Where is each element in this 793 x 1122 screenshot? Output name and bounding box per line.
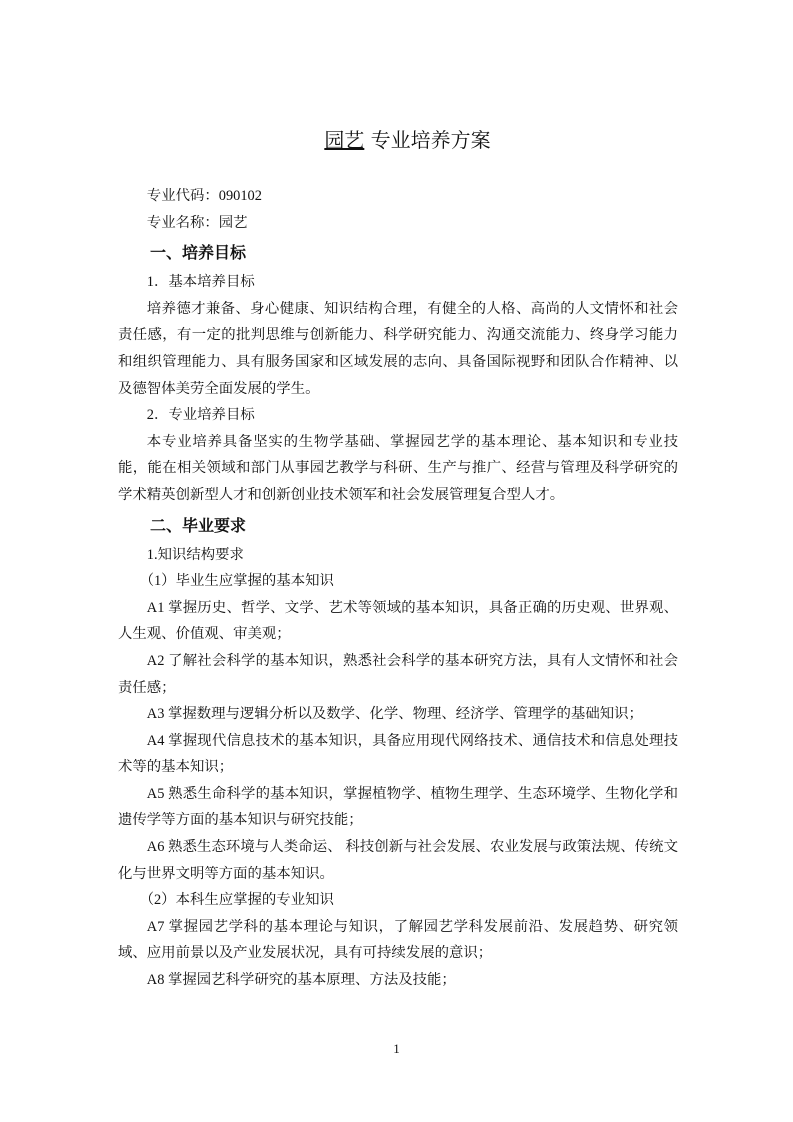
list-item: A5 熟悉生命科学的基本知识，掌握植物学、植物生理学、生态环境学、生物化学和遗传学等方面的基本知识与研究技能； — [118, 785, 678, 829]
list-item: A3 掌握数理与逻辑分析以及数学、化学、物理、经济学、管理学的基础知识； — [146, 706, 643, 723]
title-rest: 专业培养方案 — [370, 128, 491, 152]
list-item: A6 熟悉生态环境与人类命运、 科技创新与社会发展、农业发展与政策法规、传统文化与世界文明等方面的基本知识。 — [118, 839, 678, 882]
major-code: 专业代码：090102 — [146, 188, 262, 204]
paragraph-major-goal: 本专业培养具备坚实的生物学基础、掌握园艺学的基本理论、基本知识和专业技能，能在相关领域和部门从事园艺教学与科研、生产与推广、经营与管理及科学研究的学术精英创新型人才和创新创业技术领军和社会发展管理复合型人才。 — [118, 433, 678, 503]
list-item: A7 掌握园艺学科的基本理论与知识，了解园艺学科发展前沿、发展趋势、研究领域、应用前景以及产业发展状况，具有可持续发展的意识； — [118, 918, 678, 962]
subheading-major-goal: 2．专业培养目标 — [146, 407, 255, 424]
page-title — [0, 124, 793, 153]
section-heading-goals: 一、培养目标 — [150, 243, 247, 263]
list-item: A2 了解社会科学的基本知识，熟悉社会科学的基本研究方法，具有人文情怀和社会责任感； — [118, 652, 678, 696]
list-item: A4 掌握现代信息技术的基本知识，具备应用现代网络技术、通信技术和信息处理技术等的基本知识； — [118, 732, 678, 776]
page-number: 1 — [393, 1041, 400, 1056]
section-heading-requirements: 二、毕业要求 — [150, 515, 247, 535]
subheading-basic-goal: 1．基本培养目标 — [146, 274, 255, 291]
document-body — [118, 183, 678, 994]
major-name-underlined: 园艺 — [324, 128, 365, 152]
subheading-basic-knowledge: （1）毕业生应掌握的基本知识 — [139, 573, 334, 590]
list-item: A8 掌握园艺科学研究的基本原理、方法及技能； — [146, 972, 456, 989]
major-name: 专业名称：园艺 — [146, 214, 248, 231]
paragraph-basic-goal: 培养德才兼备、身心健康、知识结构合理，有健全的人格、高尚的人文情怀和社会责任感，有一定的批判思维与创新能力、科学研究能力、沟通交流能力、终身学习能力和组织管理能力、具有服务国家和区域发展的志向、具备国际视野和团队合作精神、以及德智体美劳全面发展的学生。 — [118, 300, 678, 397]
subheading-knowledge: 1.知识结构要求 — [146, 546, 244, 563]
subheading-professional-knowledge: （2）本科生应掌握的专业知识 — [139, 892, 334, 909]
list-item: A1 掌握历史、哲学、文学、艺术等领域的基本知识，具备正确的历史观、世界观、人生观、价值观、审美观； — [118, 599, 678, 643]
